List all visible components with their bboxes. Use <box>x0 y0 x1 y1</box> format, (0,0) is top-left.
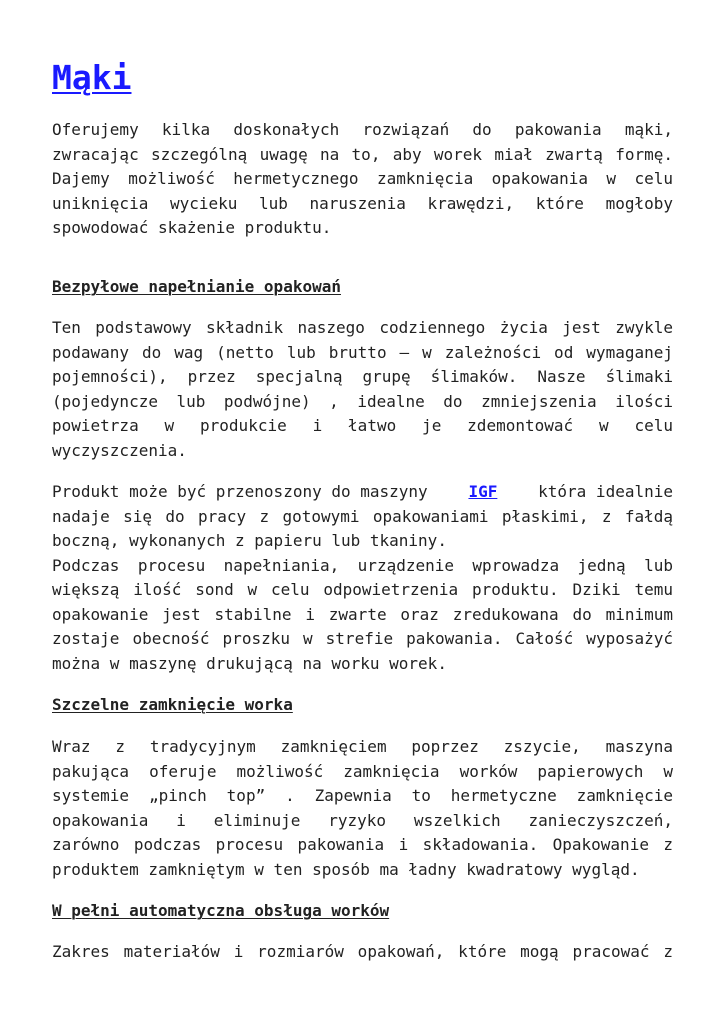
paragraph-line: produktem zamkniętym w ten sposób ma ładny kwadratowy wygląd. <box>52 859 640 879</box>
paragraph-line: systemie „pinch top” . Zapewnia to hermetyczne zamknięcie <box>52 786 673 805</box>
paragraph-text: która idealnie <box>528 482 673 501</box>
intro-line: Oferujemy kilka doskonałych rozwiązań do pakowania mąki, <box>52 120 673 139</box>
page-title <box>52 56 131 100</box>
paragraph-line: opakowanie jest stabilne i zwarte oraz zredukowana do minimum <box>52 604 673 624</box>
intro-line: zwracając szczególną uwagę na to, aby worek miał zwartą formę. <box>52 144 673 164</box>
igf-machine-link[interactable]: IGF <box>468 482 498 501</box>
section-heading-dust-free-filling: Bezpyłowe napełnianie opakowań <box>52 277 341 296</box>
intro-line: spowodować skażenie produktu. <box>52 218 332 237</box>
paragraph-line: Ten podstawowy składnik naszego codziennego życia jest zwykle <box>52 318 673 337</box>
intro-line: uniknięcia wycieku lub naruszenia krawędzi, które mogłoby <box>52 193 673 213</box>
paragraph-line: powietrza w produkcie i łatwo je zdemontować w celu <box>52 416 673 435</box>
paragraph-line: Wraz z tradycyjnym zamknięciem poprzez zszycie, maszyna <box>52 737 673 756</box>
paragraph-line: (pojedyncze lub podwójne) , idealne do zmniejszenia ilości <box>52 391 673 411</box>
paragraph-line-with-link <box>52 480 673 505</box>
paragraph-line: zostaje obecność proszku w strefie pakowania. Całość wyposażyć <box>52 629 673 648</box>
section2-paragraph <box>52 735 673 882</box>
paragraph-line: wyczyszczenia. <box>52 440 187 460</box>
paragraph-line: można w maszynę drukującą na worku worek. <box>52 653 447 673</box>
section3-paragraph <box>52 940 673 965</box>
section-heading-tight-closure: Szczelne zamknięcie worka <box>52 695 293 714</box>
paragraph-text: Produkt może być przenoszony do maszyny <box>52 482 438 501</box>
section1-paragraph-1 <box>52 316 673 463</box>
paragraph-line: podawany do wag (netto lub brutto – w zależności od wymaganej <box>52 342 673 362</box>
section-heading-automatic-handling: W pełni automatyczna obsługa worków <box>52 901 390 920</box>
paragraph-line: zarówno podczas procesu pakowania i składowania. Opakowanie z <box>52 835 673 854</box>
section1-paragraph-2 <box>52 480 673 676</box>
paragraph-line: Podczas procesu napełniania, urządzenie wprowadza jedną lub <box>52 555 673 575</box>
page-title-link[interactable]: Mąki <box>52 58 132 97</box>
paragraph-line: opakowania i eliminuje ryzyko wszelkich zanieczyszczeń, <box>52 810 673 830</box>
paragraph-line: nadaje się do pracy z gotowymi opakowaniami płaskimi, z fałdą <box>52 506 673 526</box>
paragraph-line: pojemności), przez specjalną grupę ślimaków. Nasze ślimaki <box>52 367 673 386</box>
intro-line: Dajemy możliwość hermetycznego zamknięcia opakowania w celu <box>52 169 673 188</box>
paragraph-line: większą ilość sond w celu odpowietrzenia produktu. Dziki temu <box>52 580 673 599</box>
intro-paragraph <box>52 118 673 241</box>
paragraph-line: boczną, wykonanych z papieru lub tkaniny. <box>52 531 447 550</box>
paragraph-line: pakująca oferuje możliwość zamknięcia worków papierowych w <box>52 761 673 781</box>
paragraph-line: Zakres materiałów i rozmiarów opakowań, które mogą pracować z <box>52 942 673 961</box>
